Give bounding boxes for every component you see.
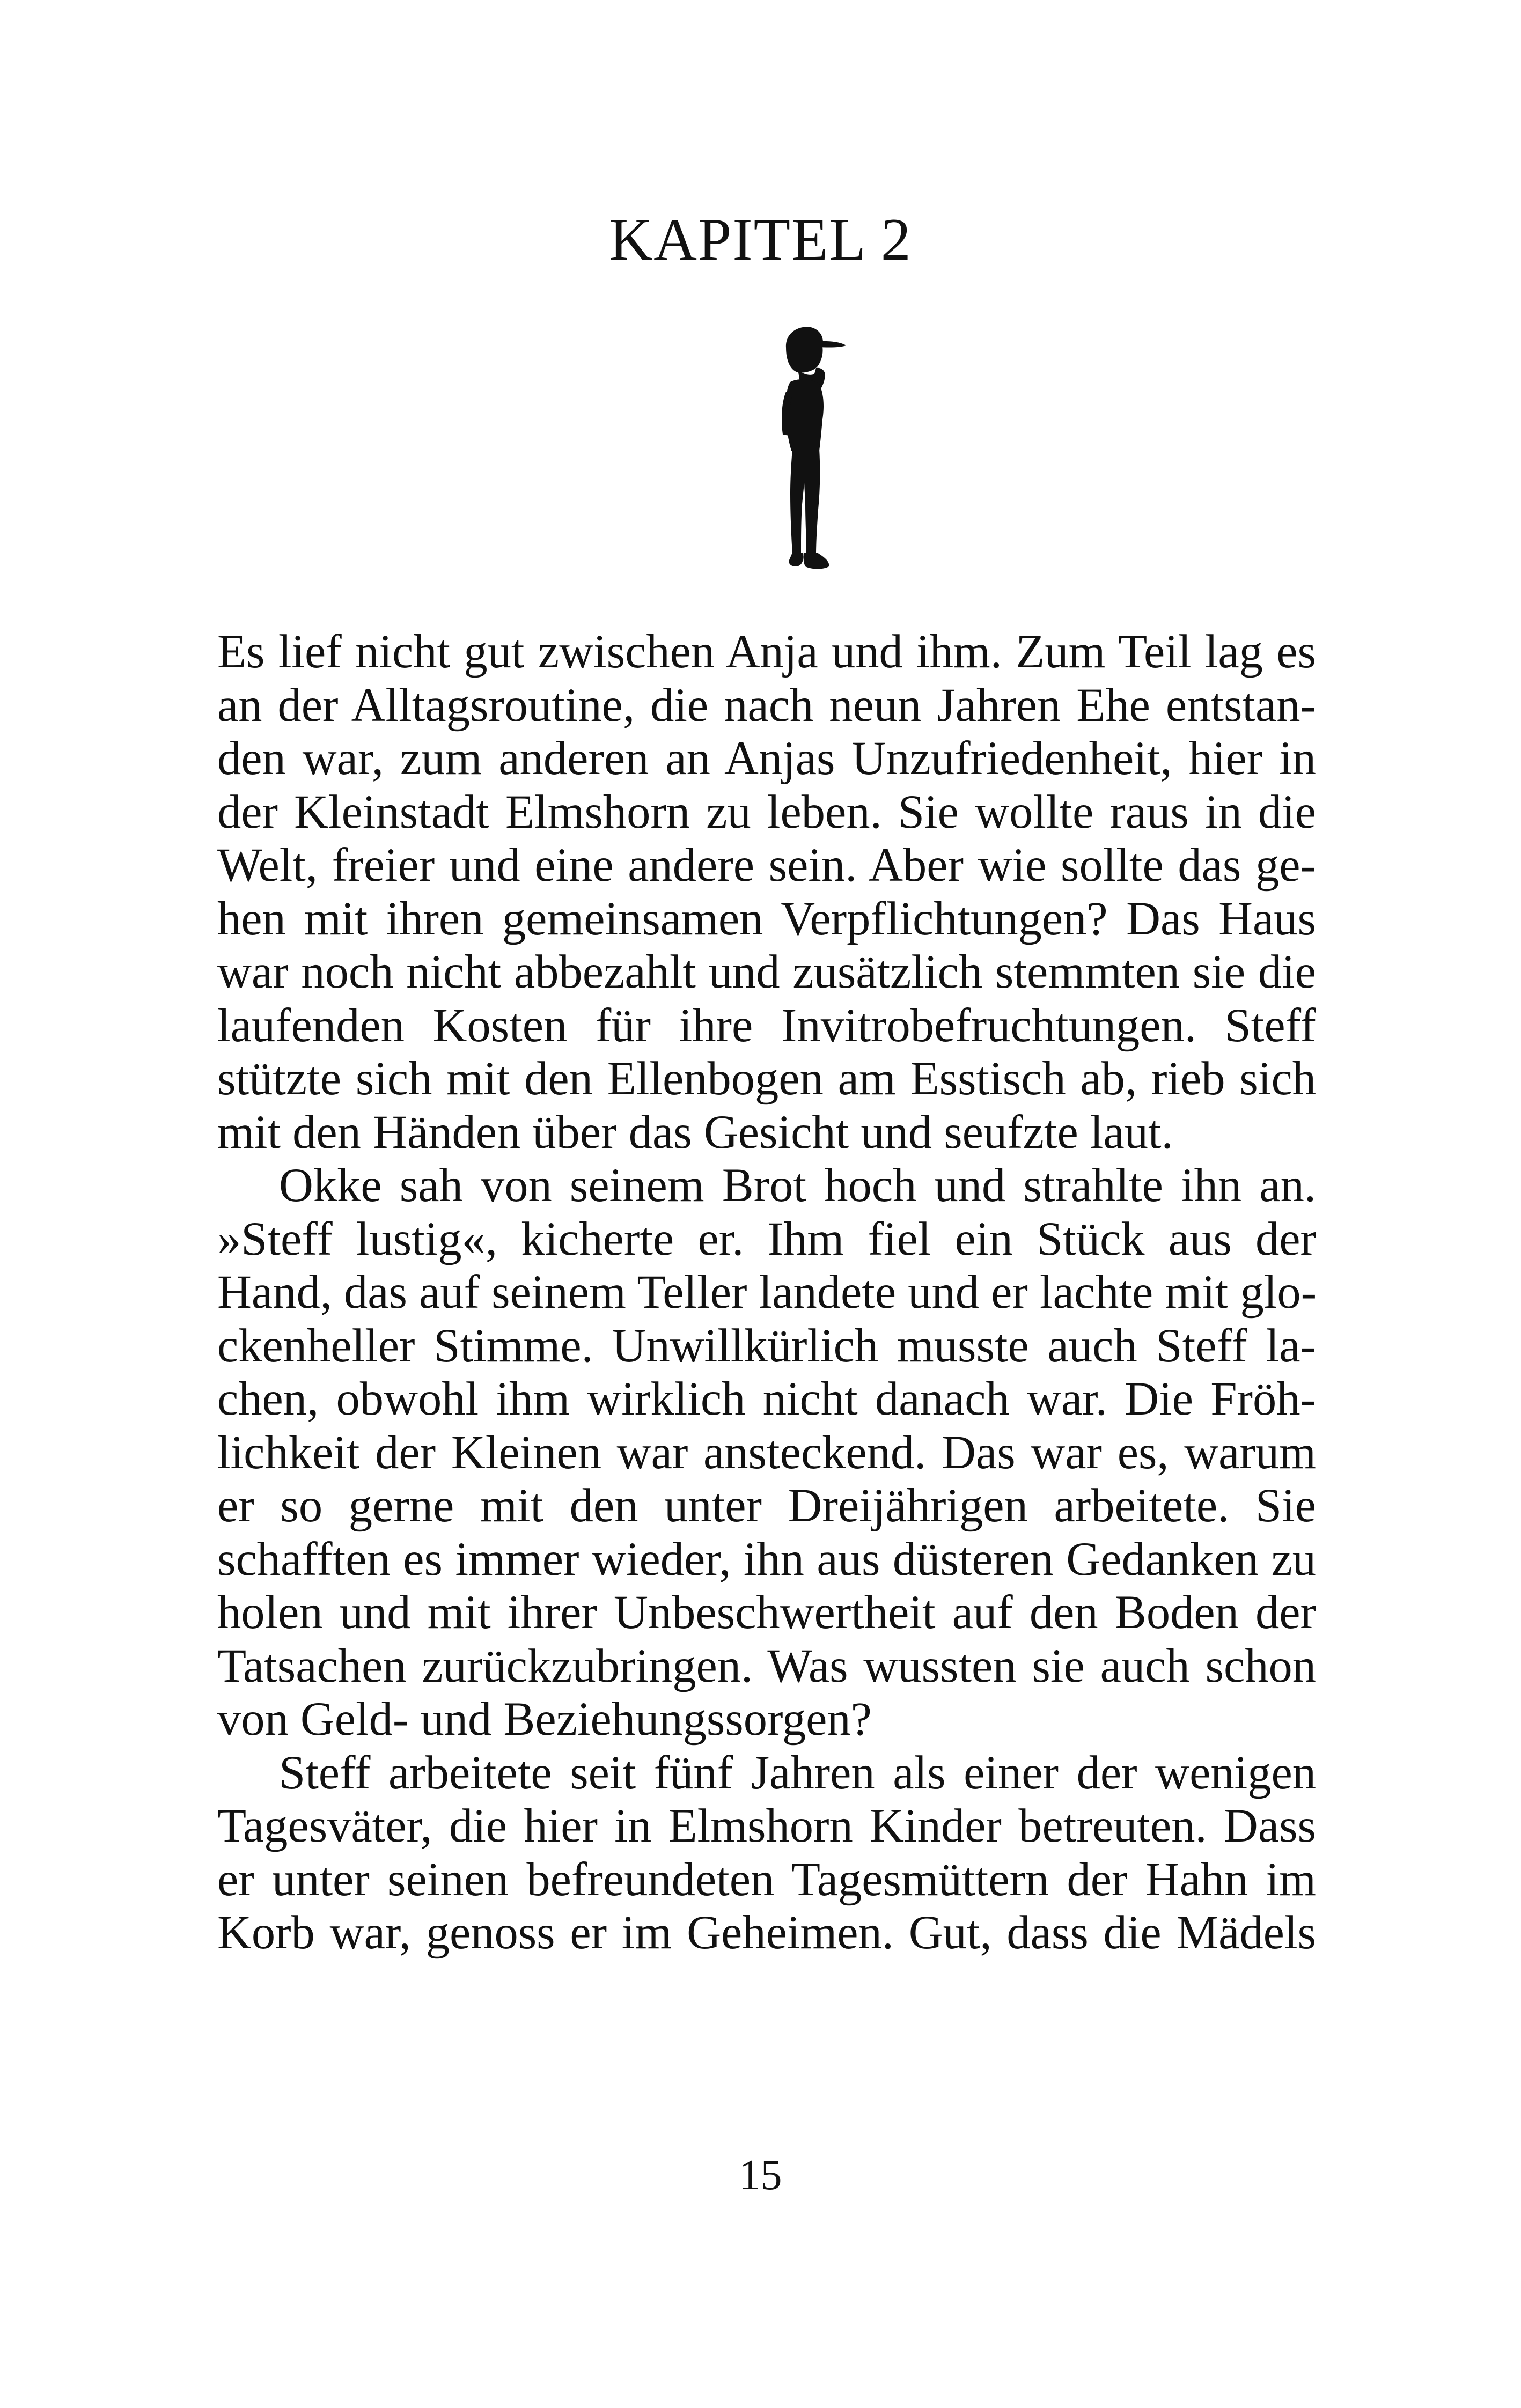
text-line: Tagesväter, die hier in Elmshorn Kinder betreuten. Dass [217, 1800, 1316, 1852]
chapter-body [217, 625, 1316, 1960]
text-line: schafften es immer wieder, ihn aus düsteren Gedanken zu [217, 1533, 1316, 1586]
text-line: ckenheller Stimme. Unwillkürlich musste auch Steff la- [217, 1319, 1316, 1372]
chapter-title: KAPITEL 2 [609, 207, 912, 273]
text-line: Tatsachen zurückzubringen. Was wussten sie auch schon [217, 1639, 1316, 1692]
text-line: der Kleinstadt Elmshorn zu leben. Sie wollte raus in die [217, 785, 1316, 838]
text-line: war noch nicht abbezahlt und zusätzlich stemmten sie die [217, 946, 1316, 998]
text-line: Hand, das auf seinem Teller landete und er lachte mit glo- [217, 1266, 1317, 1319]
text-line: chen, obwohl ihm wirklich nicht danach war. Die Fröh- [217, 1373, 1316, 1425]
text-line: Es lief nicht gut zwischen Anja und ihm. Zum Teil lag es [217, 625, 1316, 678]
text-line: den war, zum anderen an Anjas Unzufriedenheit, hier in [217, 732, 1316, 785]
text-line: laufenden Kosten für ihre Invitrobefruchtungen. Steff [217, 999, 1316, 1052]
text-line: stützte sich mit den Ellenbogen am Esstisch ab, rieb sich [217, 1052, 1316, 1105]
text-line: holen und mit ihrer Unbeschwertheit auf den Boden der [217, 1586, 1316, 1639]
text-line: Welt, freier und eine andere sein. Aber wie sollte das ge- [217, 839, 1316, 892]
text-line: er unter seinen befreundeten Tagesmüttern der Hahn im [217, 1853, 1316, 1906]
text-line: Okke sah von seinem Brot hoch und strahlte ihn an. [279, 1159, 1316, 1212]
text-line: er so gerne mit den unter Dreijährigen arbeitete. Sie [217, 1479, 1316, 1532]
text-line: Steff arbeitete seit fünf Jahren als einer der wenigen [279, 1746, 1316, 1799]
text-line: Korb war, genoss er im Geheimen. Gut, dass die Mädels [217, 1906, 1316, 1959]
text-line: »Steff lustig«, kicherte er. Ihm fiel ein Stück aus der [217, 1212, 1316, 1265]
child-silhouette-icon [748, 322, 866, 579]
text-line: an der Alltagsroutine, die nach neun Jahren Ehe entstan- [217, 679, 1316, 732]
text-line: lichkeit der Kleinen war ansteckend. Das war es, warum [217, 1426, 1316, 1479]
text-line: von Geld- und Beziehungssorgen? [217, 1693, 872, 1746]
text-line: mit den Händen über das Gesicht und seufzte laut. [217, 1106, 1173, 1159]
page-number: 15 [739, 2152, 782, 2199]
text-line: hen mit ihren gemeinsamen Verpflichtungen? Das Haus [217, 892, 1316, 945]
